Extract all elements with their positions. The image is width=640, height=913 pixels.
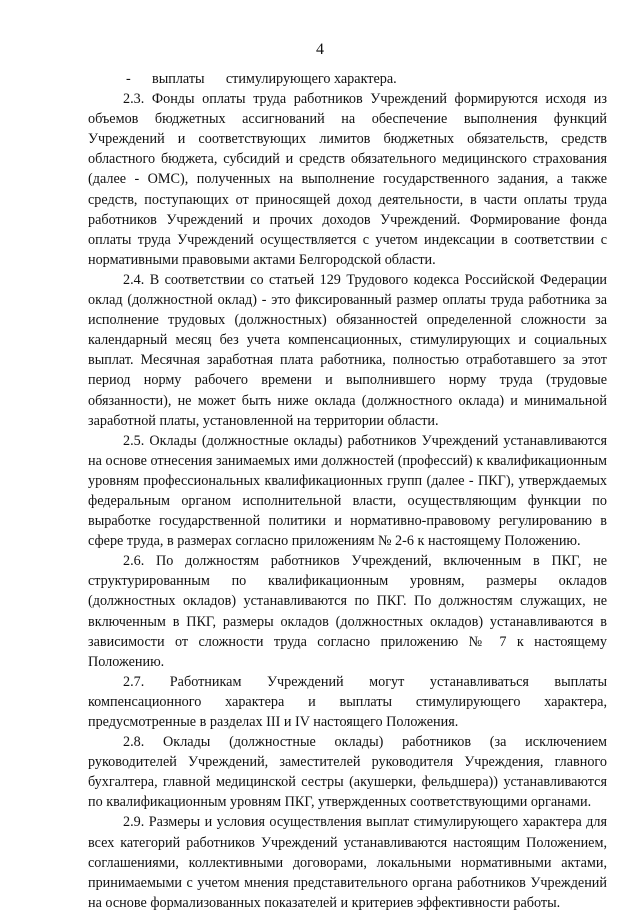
page-number: 4 [316, 41, 324, 58]
paragraph-2-3: 2.3. Фонды оплаты труда работников Учреждений формируются исходя из объемов бюджетных ассигнований на обеспечение выполнения функций Учреждений и соответствующих лимитов бюджетных обязательств, средств областного бюджета, субсидий и средств обязательного медицинского страхования (далее - ОМС), полученных на выполнение государственного задания, а также средств, поступающих от приносящей доход деятельности, в части оплаты труда работников Учреждений и прочих доходов Учреждений. Формирование фонда оплаты труда Учреждений осуществляется с учетом индексации в соответствии с нормативными правовыми актами Белгородской области. [88, 91, 607, 268]
bullet-item [88, 69, 607, 89]
paragraph-2-5: 2.5. Оклады (должностные оклады) работников Учреждений устанавливаются на основе отнесения занимаемых ими должностей (профессий) к квалификационным уровням профессиональных квалификационных групп (далее - ПКГ), утверждаемых федеральным органом исполнительной власти, осуществляющим функции по выработке государственной политики и нормативно-правовому регулированию в сфере труда, в размерах согласно приложениям № 2-6 к настоящему Положению. [88, 432, 607, 550]
paragraph-2-8: 2.8. Оклады (должностные оклады) работников (за исключением руководителей Учреждений, заместителей руководителя Учреждения, главного бухгалтера, главной медицинской сестры (акушерки, фельдшера)) устанавливаются по квалификационным уровням ПКГ, утвержденных соответствующими органами. [88, 734, 607, 811]
paragraph-2-4: 2.4. В соответствии со статьей 129 Трудового кодекса Российской Федерации оклад (должностной оклад) - это фиксированный размер оплаты труда работника за исполнение трудовых (должностных) обязанностей определенной сложности за календарный месяц без учета компенсационных, стимулирующих и социальных выплат. Месячная заработная плата работника, полностью отработавшего за этот период норму рабочего времени и выполнившего норму труда (трудовые обязанности), не может быть ниже оклада (должностного оклада) и минимальной заработной платы, установленной на территории области. [88, 271, 607, 429]
document-body [88, 69, 607, 913]
paragraph-2-9: 2.9. Размеры и условия осуществления выплат стимулирующего характера для всех категорий работников Учреждений устанавливаются настоящим Положением, соглашениями, коллективными договорами, локальными нормативными актами, принимаемыми с учетом мнения представительного органа работников Учреждений на основе формализованных показателей и критериев эффективности работы. [88, 814, 607, 911]
paragraph-2-6: 2.6. По должностям работников Учреждений, включенным в ПКГ, не структурированным по квалификационным уровням, размеры окладов (должностных окладов) устанавливаются по ПКГ. По должностям служащих, не включенным в ПКГ, размеры окладов (должностных окладов) устанавливаются в зависимости от сложности труда согласно приложению № 7 к настоящему Положению. [88, 553, 607, 670]
bullet-text: выплаты стимулирующего характера. [152, 71, 397, 87]
bullet-mark: - [126, 71, 131, 87]
paragraph-2-7: 2.7. Работникам Учреждений могут устанавливаться выплаты компенсационного характера и выплаты стимулирующего характера, предусмотренные в разделах III и IV настоящего Положения. [88, 673, 607, 730]
